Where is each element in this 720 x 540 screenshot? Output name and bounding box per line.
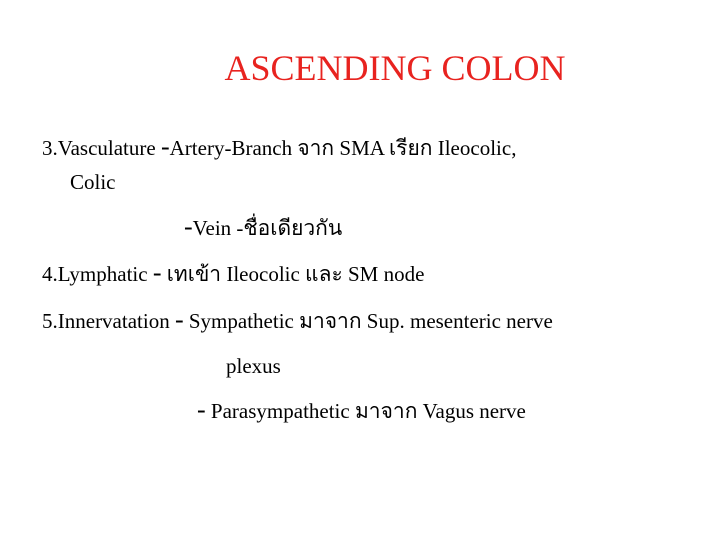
colic-text: Colic [70, 170, 116, 194]
bullet-dash: - [197, 395, 206, 424]
lymphatic-line [42, 260, 424, 288]
plexus-line [226, 352, 281, 380]
lymphatic-label: 4.Lymphatic [42, 262, 153, 286]
sympathetic-text: Sympathetic มาจาก Sup. mesenteric nerve [183, 309, 553, 333]
bullet-dash: - [152, 258, 162, 287]
innervation-line [42, 307, 553, 335]
bullet-dash: - [184, 212, 193, 241]
plexus-text: plexus [226, 354, 281, 378]
artery-text: Artery-Branch จาก SMA เรียก Ileocolic, [169, 136, 517, 160]
lymphatic-text: เทเข้า Ileocolic และ SM node [161, 262, 425, 286]
colic-line [70, 168, 116, 196]
parasympathetic-text: Parasympathetic มาจาก Vagus nerve [205, 399, 526, 423]
vein-line [184, 214, 342, 242]
innervation-label: 5.Innervatation [42, 309, 175, 333]
parasympathetic-line [197, 397, 526, 425]
vasculature-label: 3.Vasculature [42, 136, 161, 160]
bullet-dash: - [174, 305, 184, 334]
vasculature-line [42, 134, 516, 162]
bullet-dash: - [160, 132, 170, 161]
vein-text: Vein -ชื่อเดียวกัน [192, 216, 343, 240]
slide-title: ASCENDING COLON [224, 48, 566, 88]
